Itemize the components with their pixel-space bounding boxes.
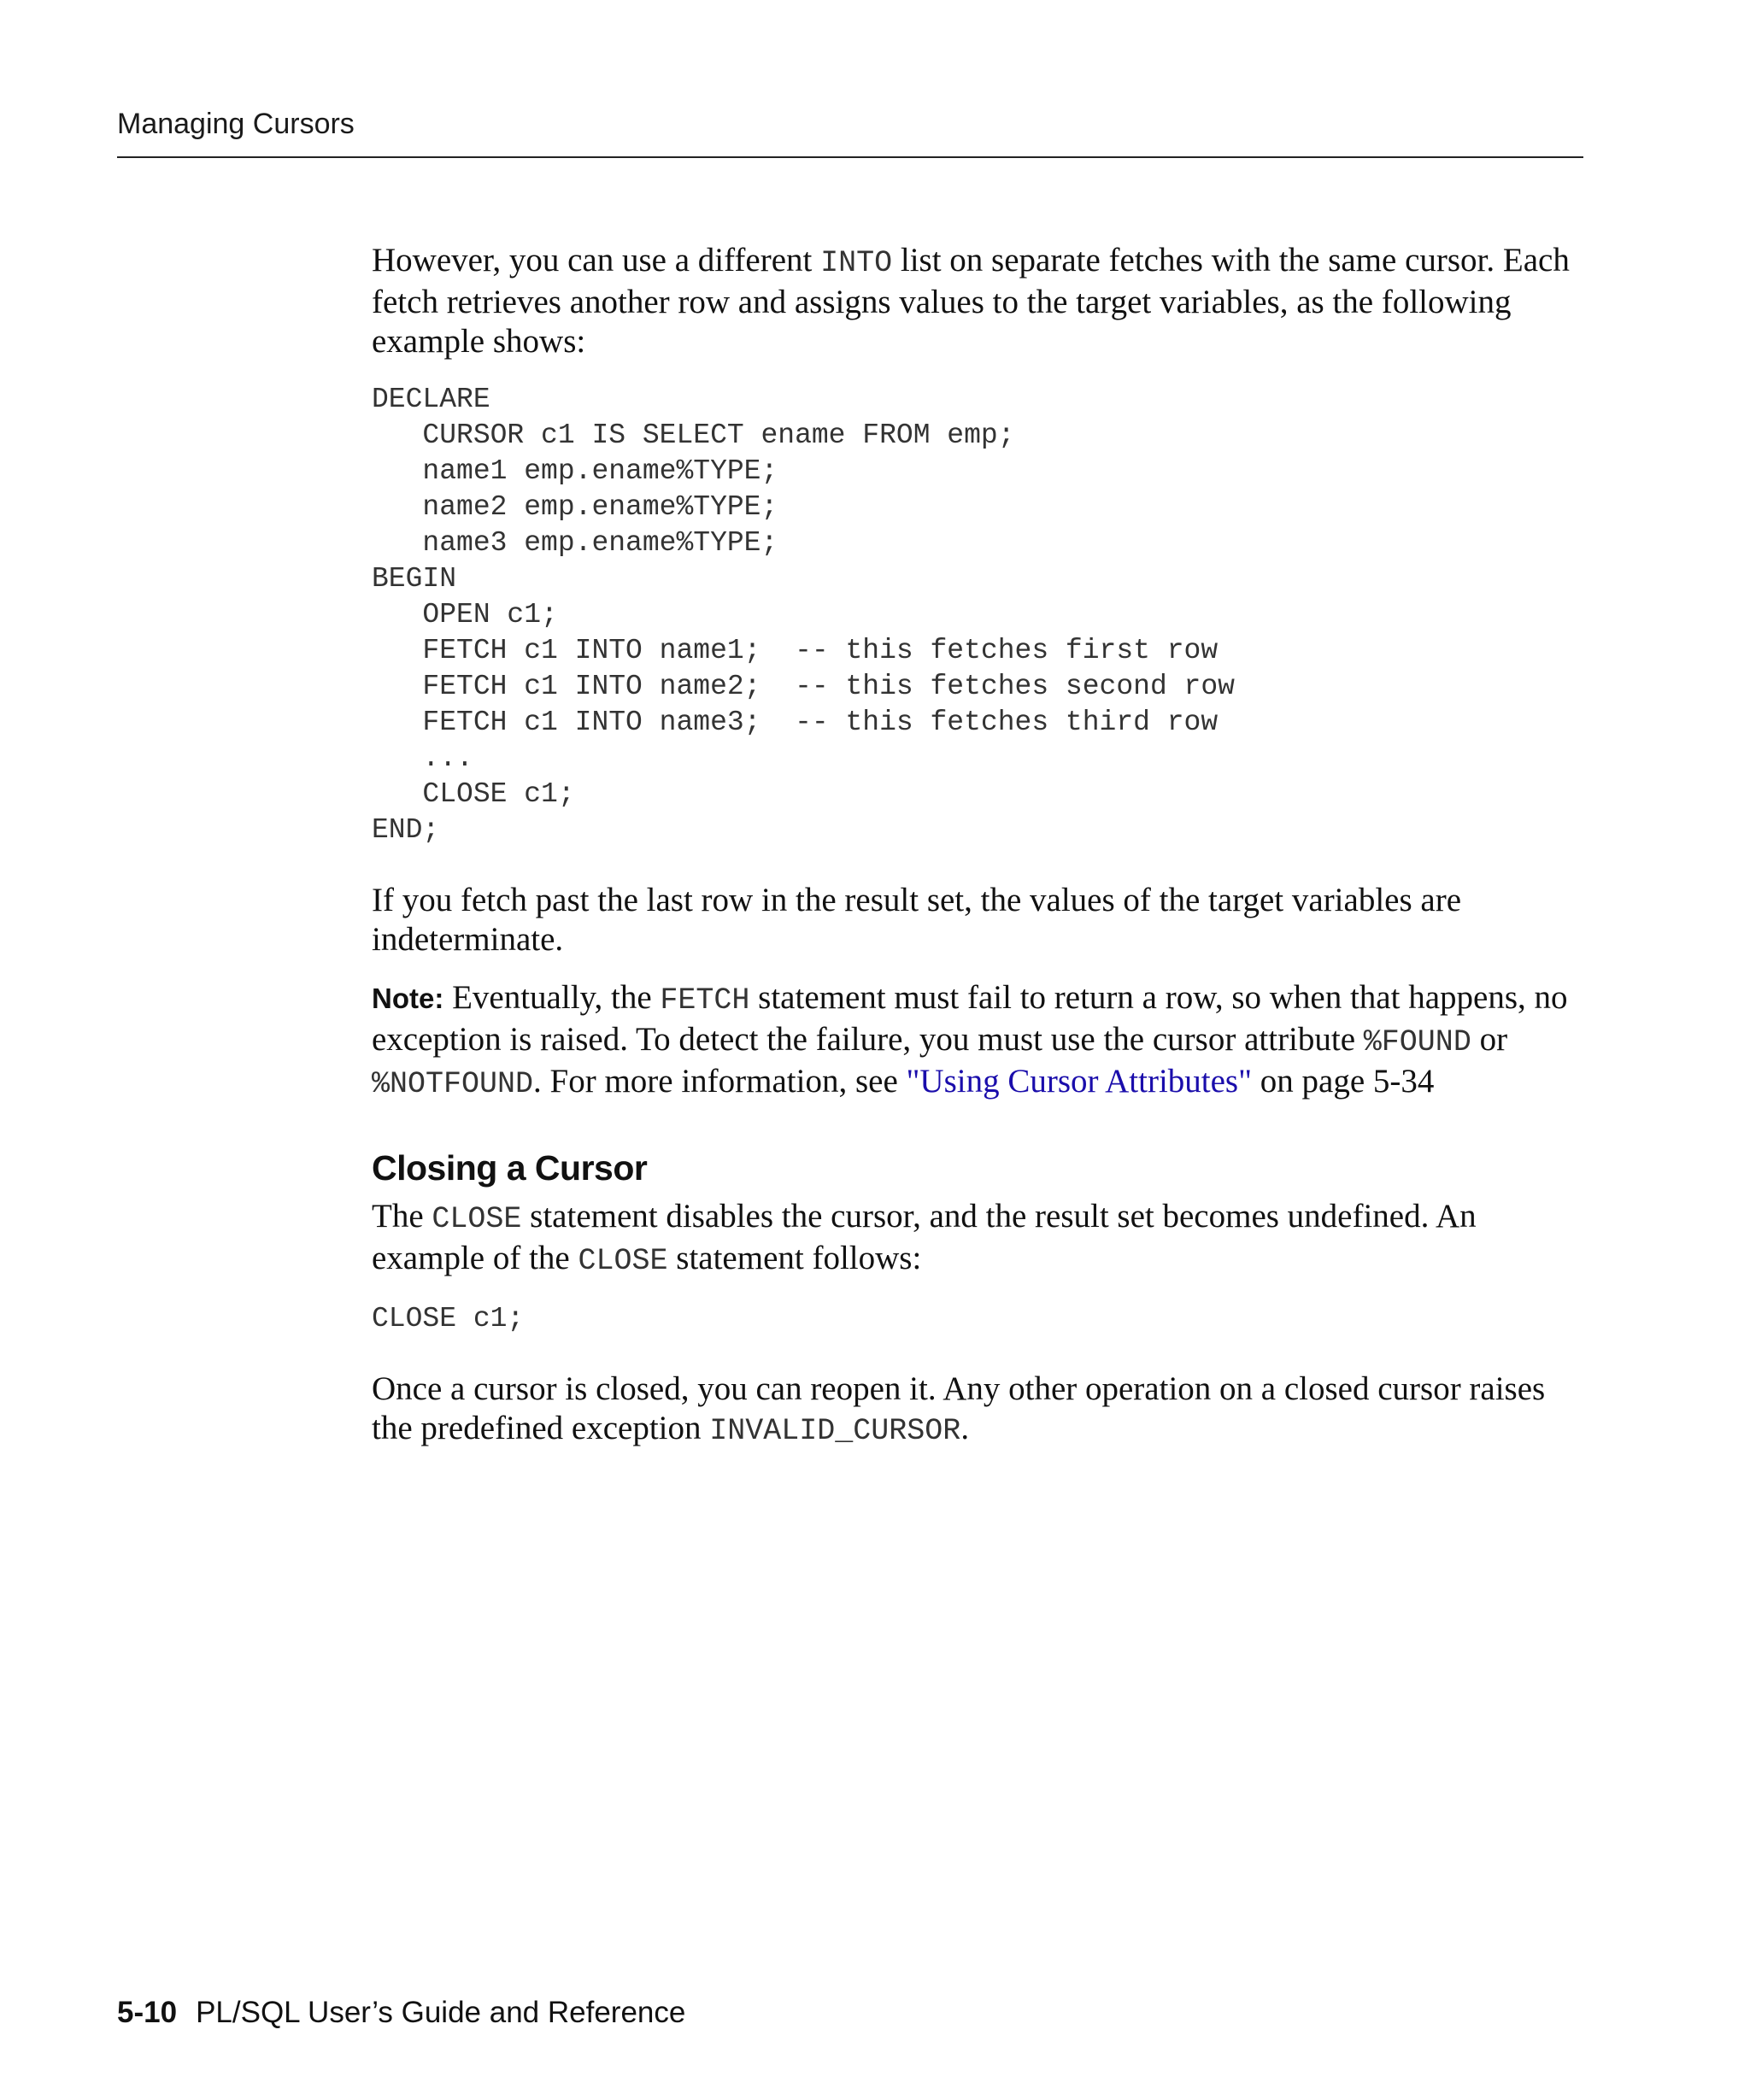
closing-paragraph xyxy=(372,1197,1585,1281)
code-close-1: CLOSE xyxy=(432,1202,522,1236)
note-text-b: statement must fail to return a row, so when that happens, no exception is raised. To detect the failure, you must use the cursor attribute xyxy=(372,979,1568,1058)
note-text-c: . For more information, see xyxy=(533,1063,907,1100)
book-title: PL/SQL User’s Guide and Reference xyxy=(196,1996,686,2029)
intro-text-a: However, you can use a different xyxy=(372,242,821,279)
note-paragraph xyxy=(372,978,1585,1104)
page-number: 5-10 xyxy=(117,1996,178,2029)
using-cursor-attributes-link[interactable]: "Using Cursor Attributes" xyxy=(906,1063,1253,1100)
code-found: %FOUND xyxy=(1363,1025,1471,1059)
reopen-text-b: . xyxy=(960,1410,970,1446)
closing-text-a: The xyxy=(372,1198,432,1235)
closing-text-b: statement disables the cursor, and the result set becomes undefined. An example of the xyxy=(372,1198,1477,1276)
section-heading-closing-cursor: Closing a Cursor xyxy=(372,1148,648,1188)
note-text-or: or xyxy=(1471,1021,1508,1058)
intro-text-b: list on separate fetches with the same cursor. Each fetch retrieves another row and assigns values to the target variables, as the following example shows: xyxy=(372,242,1570,360)
code-example-fetch: DECLARE CURSOR c1 IS SELECT ename FROM emp; name1 emp.ename%TYPE; name2 emp.ename%TYPE; name3 emp.ename%TYPE; BEGIN OPEN c1; FETCH c1 INTO name1; -- this fetches first row FETCH c1 INTO name2; -- this fetches second row FETCH c1 INTO name3; -- this fetches third row ... CLOSE c1; END; xyxy=(372,384,1235,846)
page-content xyxy=(372,241,1585,1451)
reopen-text-a: Once a cursor is closed, you can reopen it. Any other operation on a closed cursor raises the predefined exception xyxy=(372,1370,1546,1446)
code-close-2: CLOSE xyxy=(578,1244,668,1278)
page-footer xyxy=(117,1996,685,2030)
note-label: Note: xyxy=(372,983,444,1014)
reopen-paragraph xyxy=(372,1370,1585,1451)
past-last-row-paragraph: If you fetch past the last row in the result set, the values of the target variables are indeterminate. xyxy=(372,882,1462,958)
code-into: INTO xyxy=(820,246,893,280)
closing-text-c: statement follows: xyxy=(667,1240,922,1276)
code-fetch: FETCH xyxy=(660,983,750,1018)
header-rule xyxy=(117,156,1583,158)
code-example-close: CLOSE c1; xyxy=(372,1303,525,1334)
note-text-d: on page 5-34 xyxy=(1252,1063,1435,1100)
code-invalid-cursor: INVALID_CURSOR xyxy=(709,1414,961,1448)
intro-paragraph xyxy=(372,241,1585,361)
running-header: Managing Cursors xyxy=(117,108,355,140)
code-notfound: %NOTFOUND xyxy=(372,1067,534,1101)
note-text-a: Eventually, the xyxy=(443,979,661,1016)
